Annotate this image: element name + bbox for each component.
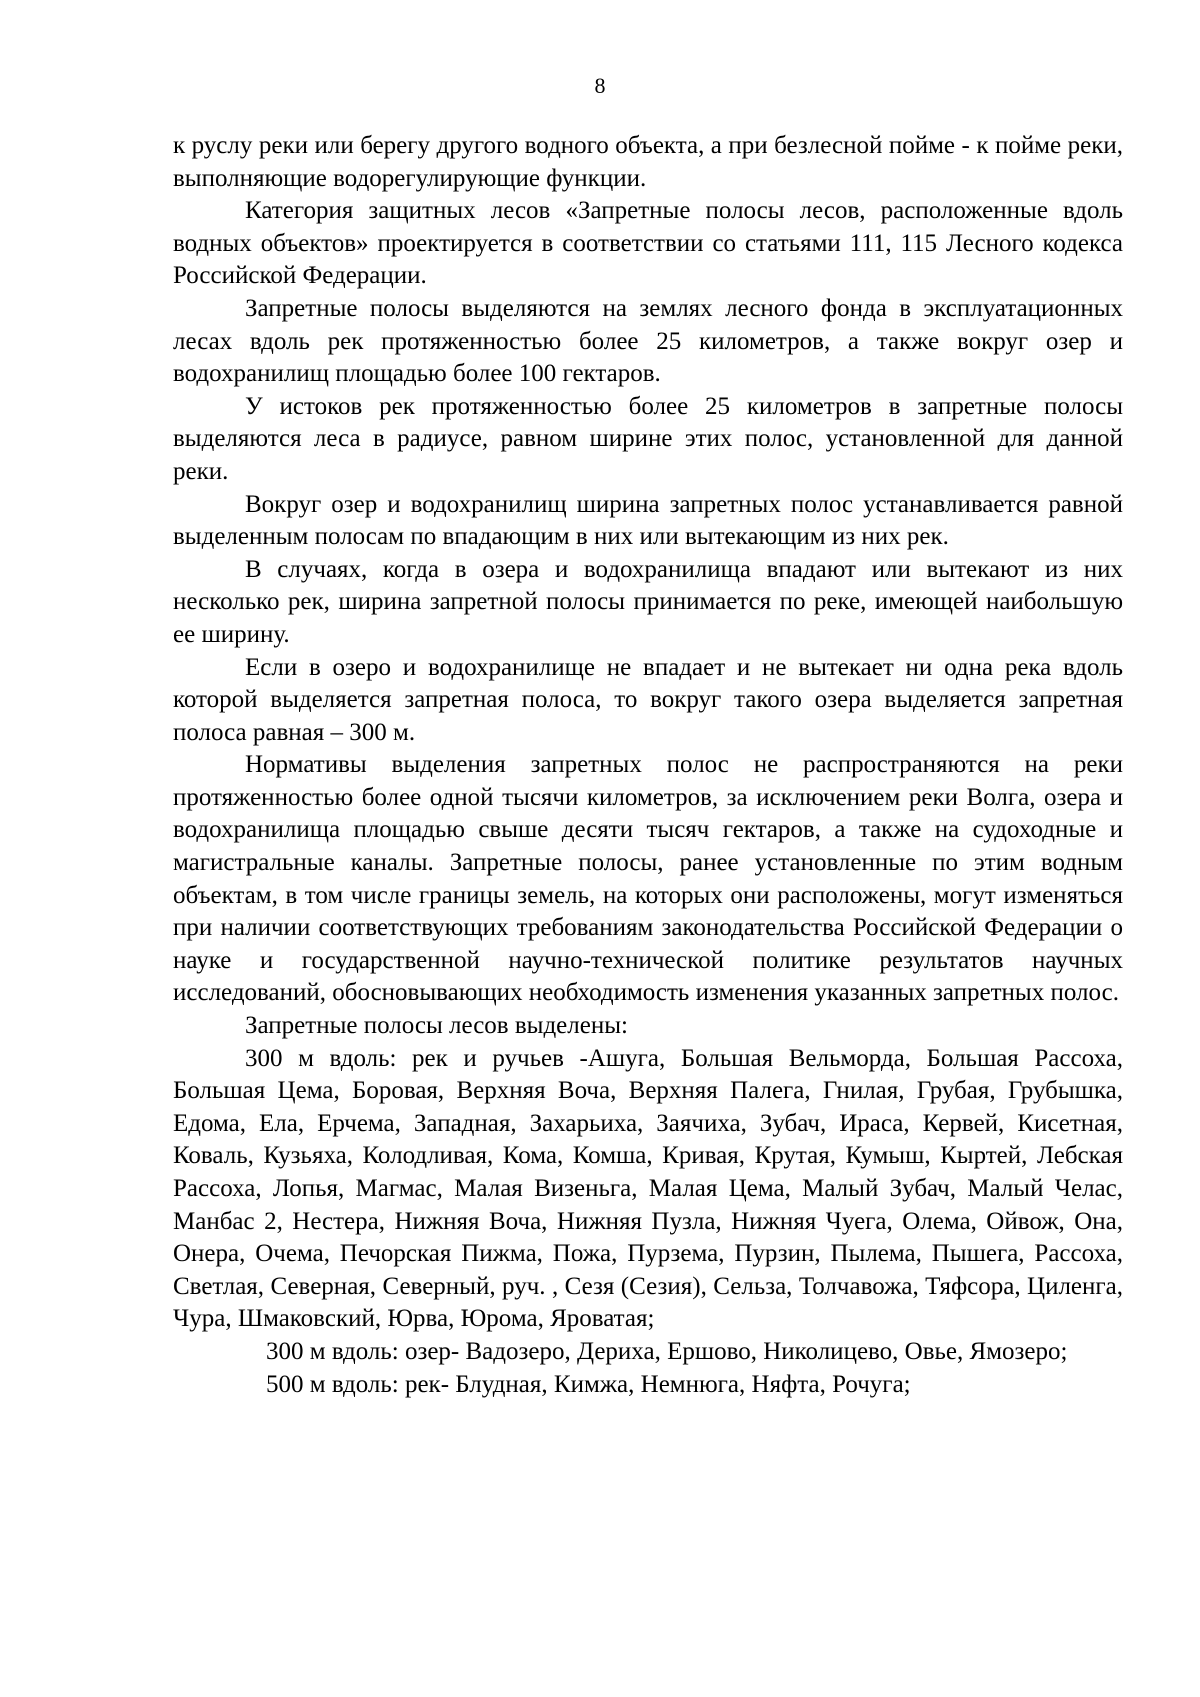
paragraph-300m-rivers-list: 300 м вдоль: рек и ручьев -Ашуга, Большая Вельморда, Большая Рассоха, Большая Цема, Боровая, Верхняя Воча, Верхняя Палега, Гнилая, Грубая, Грубышка, Едома, Ела, Ерчема, Западная, Захарьиха, Заячиха, Зубач, Ираса, Кервей, Кисетная, Коваль, Кузьяха, Колодливая, Кома, Комша, Кривая, Крутая, Кумыш, Кыртей, Лебская Рассоха, Лопья, Магмас, Малая Визеньга, Малая Цема, Малый Зубач, Малый Челас, Манбас 2, Нестера, Нижняя Воча, Нижняя Пузла, Нижняя Чуега, Олема, Ойвож, Она, Онера, Очема, Печорская Пижма, Пожа, Пурзема, Пурзин, Пылема, Пышега, Рассоха, Светлая, Северная, Северный, руч. , Сезя (Сезия), Сельза, Толчавожа, Тяфсора, Циленга, Чура, Шмаковский, Юрва, Юрома, Яроватая; (173, 1044, 1123, 1333)
paragraph-multiple-rivers: В случаях, когда в озера и водохранилища впадают или вытекают из них несколько рек, ширина запретной полосы принимается по реке, имеющей наибольшую ее ширину. (173, 555, 1123, 648)
paragraph-forbidden-strips-allocation: Запретные полосы выделяются на землях лесного фонда в эксплуатационных лесах вдоль рек протяженностью более 25 километров, а также вокруг озер и водохранилищ площадью более 100 гектаров. (173, 294, 1123, 388)
paragraph-no-river-lake: Если в озеро и водохранилище не впадает и не вытекает ни одна река вдоль которой выделяется запретная полоса, то вокруг такого озера выделяется запретная полоса равная – 300 м. (173, 653, 1123, 746)
paragraph-500m-rivers-list: 500 м вдоль: рек- Блудная, Кимжа, Немнюга, Няфта, Рочуга; (266, 1370, 911, 1398)
paragraph-lakes-reservoirs-width: Вокруг озер и водохранилищ ширина запретных полос устанавливается равной выделенным полосам по впадающим в них или вытекающим из них рек. (173, 490, 1123, 551)
paragraph-allocated-heading: Запретные полосы лесов выделены: (245, 1012, 628, 1040)
paragraph-protective-forest-category: Категория защитных лесов «Запретные полосы лесов, расположенные вдоль водных объектов» проектируется в соответствии со статьями 111, 115 Лесного кодекса Российской Федерации. (173, 197, 1123, 290)
paragraph-300m-lakes-list: 300 м вдоль: озер- Вадозеро, Дериха, Ершово, Николицево, Овье, Ямозеро; (266, 1337, 1068, 1365)
paragraph-river-sources: У истоков рек протяженностью более 25 километров в запретные полосы выделяются леса в радиусе, равном ширине этих полос, установленной для данной реки. (173, 392, 1123, 485)
page-number: 8 (594, 73, 606, 98)
paragraph-continuation: к руслу реки или берегу другого водного объекта, а при безлесной пойме - к пойме реки, выполняющие водорегулирующие функции. (173, 132, 1123, 192)
document-body (173, 130, 1123, 1401)
paragraph-norms-exceptions: Нормативы выделения запретных полос не распространяются на реки протяженностью более одной тысячи километров, за исключением реки Волга, озера и водохранилища площадью свыше десяти тысяч гектаров, а также на судоходные и магистральные каналы. Запретные полосы, ранее установленные по этим водным объектам, в том числе границы земель, на которых они расположены, могут изменяться при наличии соответствующих требованиям законодательства Российской Федерации о науке и государственной научно-технической политике результатов научных исследований, обосновывающих необходимость изменения указанных запретных полос. (173, 751, 1123, 1007)
